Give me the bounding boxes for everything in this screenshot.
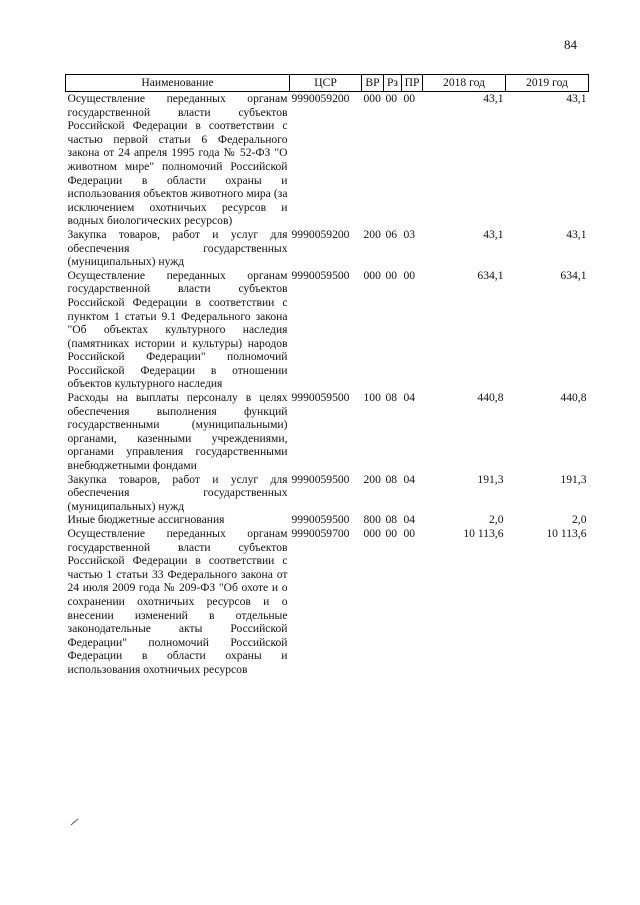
header-rz: Рз xyxy=(384,75,402,92)
row-name: Иные бюджетные ассигнования xyxy=(67,513,225,527)
row-vr: 100 xyxy=(363,391,381,405)
table-row xyxy=(66,527,589,677)
row-vr: 000 xyxy=(363,92,381,105)
row-rz: 00 xyxy=(385,92,398,105)
row-2019: 2,0 xyxy=(572,513,587,527)
header-name: Наименование xyxy=(66,75,290,92)
row-2018: 10 113,6 xyxy=(463,527,504,540)
row-pr: 00 xyxy=(403,527,416,540)
row-pr: 00 xyxy=(403,92,416,105)
page-number: 84 xyxy=(564,37,577,52)
scan-mark xyxy=(70,818,80,826)
row-rz: 08 xyxy=(385,472,398,486)
row-pr: 00 xyxy=(403,268,416,282)
row-2018: 440,8 xyxy=(477,391,504,405)
row-csr: 9990059500 xyxy=(291,513,350,527)
table-row xyxy=(66,92,589,228)
row-2018: 43,1 xyxy=(483,227,504,241)
row-2019: 634,1 xyxy=(560,268,587,282)
row-2019: 43,1 xyxy=(566,92,587,105)
row-vr: 200 xyxy=(363,472,381,486)
row-name: Осуществление переданных органам государственной власти субъектов Российской Федерации в соответствии с частью 1 статьи 33 Федерального закона от 24 июля 2009 года № 209-ФЗ "Об охоте и о сохранении охотничьих ресурсов и о внесении изменений в отдельные законодательные акты Российской Федерации" полномочий Российской Федерации в области охраны и использования охотничьих ресурсов xyxy=(67,527,288,676)
row-vr: 000 xyxy=(363,268,381,282)
row-vr: 200 xyxy=(363,227,381,241)
row-name: Закупка товаров, работ и услуг для обеспечения государственных (муниципальных) нужд xyxy=(67,227,288,269)
row-name: Осуществление переданных органам государственной власти субъектов Российской Федерации в соответствии с частью первой статьи 6 Федерального закона от 24 апреля 1995 года № 52-ФЗ "О животном мире" полномочий Российской Федерации в области охраны и использования объектов животного мира (за исключением охотничьих ресурсов и водных биологических ресурсов) xyxy=(67,92,288,228)
header-2018: 2018 год xyxy=(423,75,506,92)
row-name: Закупка товаров, работ и услуг для обеспечения государственных (муниципальных) нужд xyxy=(67,472,288,513)
row-pr: 03 xyxy=(403,227,416,241)
row-2018: 191,3 xyxy=(477,472,504,486)
row-vr: 000 xyxy=(363,527,381,540)
row-rz: 00 xyxy=(385,268,398,282)
row-pr: 04 xyxy=(403,472,416,486)
row-2018: 43,1 xyxy=(483,92,504,105)
table-header-row xyxy=(66,75,589,92)
header-vr: ВР xyxy=(362,75,384,92)
row-2019: 10 113,6 xyxy=(546,527,587,540)
row-csr: 9990059500 xyxy=(291,268,350,282)
row-rz: 00 xyxy=(385,527,398,540)
row-csr: 9990059500 xyxy=(291,391,350,405)
table-row xyxy=(66,228,589,269)
row-2019: 43,1 xyxy=(566,227,587,241)
table-row xyxy=(66,269,589,391)
row-rz: 08 xyxy=(385,513,398,527)
row-vr: 800 xyxy=(363,513,381,527)
header-csr: ЦСР xyxy=(290,75,362,92)
row-2018: 634,1 xyxy=(477,268,504,282)
row-2018: 2,0 xyxy=(489,513,504,527)
row-csr: 9990059500 xyxy=(291,472,350,486)
row-csr: 9990059200 xyxy=(291,227,350,241)
table-row xyxy=(66,513,589,527)
row-csr: 9990059200 xyxy=(291,92,350,105)
budget-table xyxy=(65,74,589,677)
row-pr: 04 xyxy=(403,513,416,527)
header-2019: 2019 год xyxy=(506,75,589,92)
row-2019: 191,3 xyxy=(560,472,587,486)
row-name: Расходы на выплаты персоналу в целях обеспечения выполнения функций государственными (муниципальными) органами, казенными учреждениями, органами управления государственными внебюджетными фондами xyxy=(67,391,288,473)
table-row xyxy=(66,473,589,514)
row-pr: 04 xyxy=(403,391,416,405)
row-csr: 9990059700 xyxy=(291,527,350,540)
row-name: Осуществление переданных органам государственной власти субъектов Российской Федерации в соответствии с пунктом 1 статьи 9.1 Федерального закона "Об объектах культурного наследия (памятниках истории и культуры) народов Российской Федерации" полномочий Российской Федерации в отношении объектов культурного наследия xyxy=(67,268,288,391)
row-rz: 06 xyxy=(385,227,398,241)
table-row xyxy=(66,391,589,473)
header-pr: ПР xyxy=(402,75,423,92)
row-2019: 440,8 xyxy=(560,391,587,405)
row-rz: 08 xyxy=(385,391,398,405)
